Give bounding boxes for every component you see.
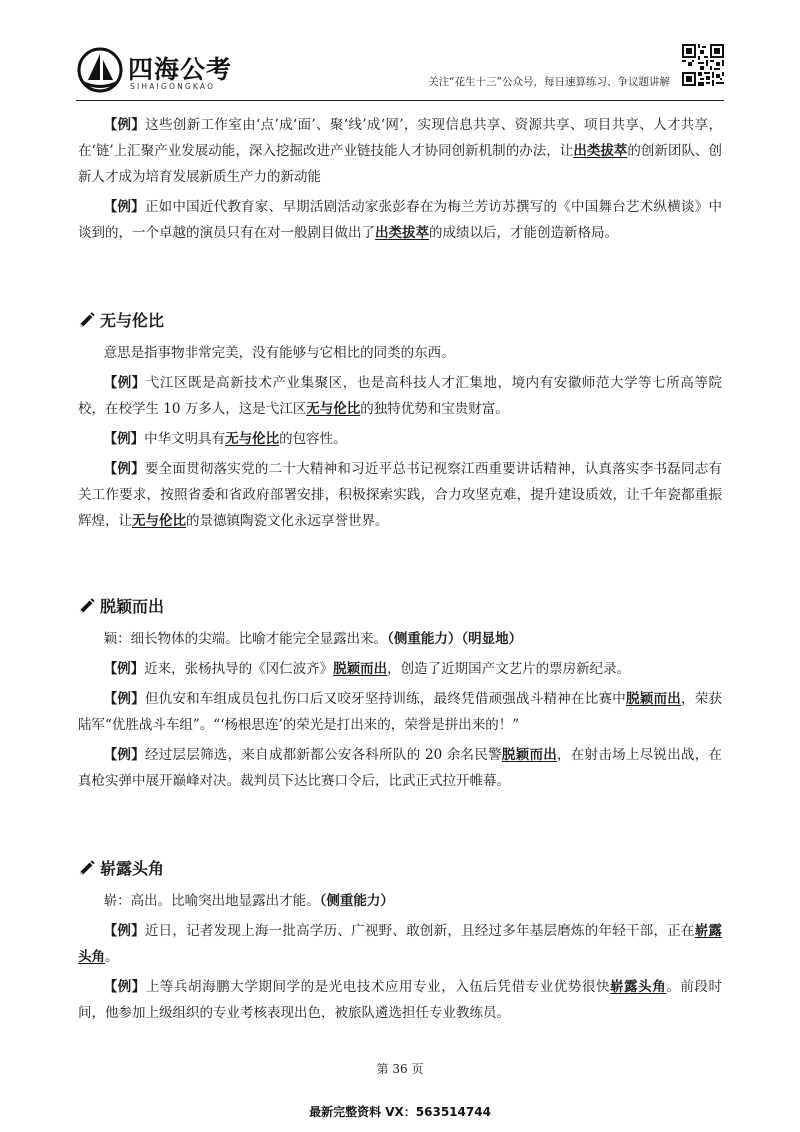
example-tag: 【例】 — [103, 979, 146, 995]
idiom-keyword: 脱颖而出 — [626, 691, 682, 707]
text-run: 但仇安和车组成员包扎伤口后又咬牙坚持训练，最终凭借顽强战斗精神在比赛中 — [144, 691, 627, 707]
text-run: 这些创新工作室由‘点’成‘面’、聚‘线’成‘网’，实现信息共享、资源共享、项目共享、人才共享，在‘链’上汇聚产业发展动能，深入挖掘改进产业链技能人才协同创新机制的办法，让 — [78, 117, 722, 159]
page-header — [76, 44, 724, 100]
text-run: ，荣获陆军“优胜战斗车组”。“‘杨根思连’的荣光是打出来的，荣誉是拼出来的！” — [78, 691, 723, 733]
watermark-text: 最新完整资料 VX：563514744 — [309, 1105, 491, 1119]
paragraph — [78, 456, 722, 534]
section — [78, 304, 722, 534]
example-tag: 【例】 — [103, 431, 145, 447]
example-tag: 【例】 — [103, 117, 146, 133]
idiom-keyword: 无与伦比 — [306, 401, 361, 417]
paragraph — [78, 686, 722, 738]
example-tag: 【例】 — [103, 375, 146, 391]
paragraph — [78, 742, 722, 794]
sail-logo-icon — [76, 46, 124, 94]
section-heading-text: 脱颖而出 — [100, 596, 165, 616]
header-tagline: 关注“花生十三”公众号，每日速算练习、争议题讲解 — [428, 76, 670, 88]
example-tag: （侧重能力）（明显地） — [387, 631, 523, 647]
text-run: 的成绩以后，才能创造新格局。 — [429, 225, 618, 241]
example-tag: 【例】 — [103, 461, 145, 477]
text-run: 上等兵胡海鹏大学期间学的是光电技术应用专业，入伍后凭借专业优势很快 — [145, 979, 611, 995]
text-run: 正如中国近代教育家、早期活剧活动家张彭春在为梅兰芳访苏撰写的《中国舞台艺术纵横谈》中谈到的，一个卓越的演员只有在对一般剧目做出了 — [78, 199, 723, 241]
section-heading — [78, 304, 722, 334]
text-run: 颖：细长物体的尖端。比喻才能完全显露出来。 — [103, 631, 388, 647]
paragraph — [78, 918, 722, 970]
paragraph — [78, 370, 722, 422]
paragraph — [78, 112, 722, 190]
idiom-keyword: 无与伦比 — [225, 431, 280, 447]
text-run: 弋江区既是高新技术产业集聚区，也是高科技人才汇集地，境内有安徽师范大学等七所高等院校，在校学生 10 万多人，这是弋江区 — [78, 375, 723, 417]
section-heading-text: 无与伦比 — [100, 310, 165, 330]
section-heading-text: 崭露头角 — [100, 858, 165, 878]
paragraph — [78, 194, 722, 246]
idiom-keyword: 脱颖而出 — [333, 661, 388, 677]
idiom-keyword: 脱颖而出 — [501, 747, 557, 763]
section — [78, 590, 722, 794]
text-run: 。前段时间，他参加上级组织的专业考核表现出色，被旅队遴选担任专业教练员。 — [78, 979, 723, 1021]
brand-name: 四海公考 — [128, 55, 233, 84]
text-run: 的包容性。 — [279, 431, 347, 447]
text-run: 中华文明具有 — [144, 431, 226, 447]
idiom-keyword: 出类拔萃 — [375, 225, 429, 241]
idiom-keyword: 崭露头角 — [78, 923, 723, 965]
example-tag: 【例】 — [103, 661, 145, 677]
section-heading — [78, 590, 722, 620]
example-tag: 【例】 — [103, 923, 145, 939]
example-tag: 【例】 — [103, 691, 145, 707]
section-heading — [78, 852, 722, 882]
text-run: 经过层层筛选，来自成都新都公安各科所队的 20 余名民警 — [144, 747, 502, 763]
idiom-keyword: 崭露头角 — [610, 979, 667, 995]
paragraph — [78, 888, 722, 914]
paragraph — [78, 426, 722, 452]
paragraph — [78, 656, 722, 682]
text-run: 崭：高出。比喻突出地显露出才能。 — [103, 893, 320, 909]
example-tag: （侧重能力） — [319, 893, 394, 909]
section — [78, 112, 722, 246]
text-run: 的创新团队、创新人才成为培育发展新质生产力的新动能 — [78, 143, 723, 185]
page-number: 第 36 页 — [376, 1062, 424, 1076]
idiom-keyword: 出类拔萃 — [573, 143, 628, 159]
text-run: 的独特优势和宝贵财富。 — [360, 401, 509, 417]
pencil-icon — [78, 858, 96, 876]
paragraph — [78, 340, 722, 366]
text-run: ，创造了近期国产文艺片的票房新纪录。 — [387, 661, 631, 677]
text-run: 的景德镇陶瓷文化永远享誉世界。 — [186, 513, 389, 529]
pencil-icon — [78, 310, 96, 328]
example-tag: 【例】 — [103, 747, 145, 763]
text-run: 要全面贯彻落实党的二十大精神和习近平总书记视察江西重要讲话精神，认真落实李书磊同志有关工作要求，按照省委和省政府部署安排，积极探索实践，合力攻坚克难，提升建设质效，让千年瓷都重振辉煌，让 — [78, 461, 723, 529]
idiom-keyword: 无与伦比 — [132, 513, 186, 529]
document-body — [78, 112, 722, 1030]
header-divider — [76, 100, 724, 101]
section — [78, 852, 722, 1026]
qr-code-icon — [682, 44, 724, 86]
text-run: 近日，记者发现上海一批高学历、广视野、敢创新，且经过多年基层磨炼的年轻干部，正在 — [144, 923, 695, 939]
paragraph — [78, 974, 722, 1026]
text-run: 近来，张杨执导的《冈仁波齐》 — [144, 661, 334, 677]
pencil-icon — [78, 596, 96, 614]
brand-subtitle: SIHAIGONGKAO — [130, 82, 216, 91]
text-run: 。 — [105, 949, 119, 965]
example-tag: 【例】 — [103, 199, 145, 215]
text-run: ，在射击场上尽锐出战，在真枪实弹中展开巅峰对决。裁判员下达比赛口令后，比武正式拉开帷幕。 — [78, 747, 723, 789]
paragraph — [78, 626, 722, 652]
text-run: 意思是指事物非常完美，没有能够与它相比的同类的东西。 — [103, 345, 455, 361]
